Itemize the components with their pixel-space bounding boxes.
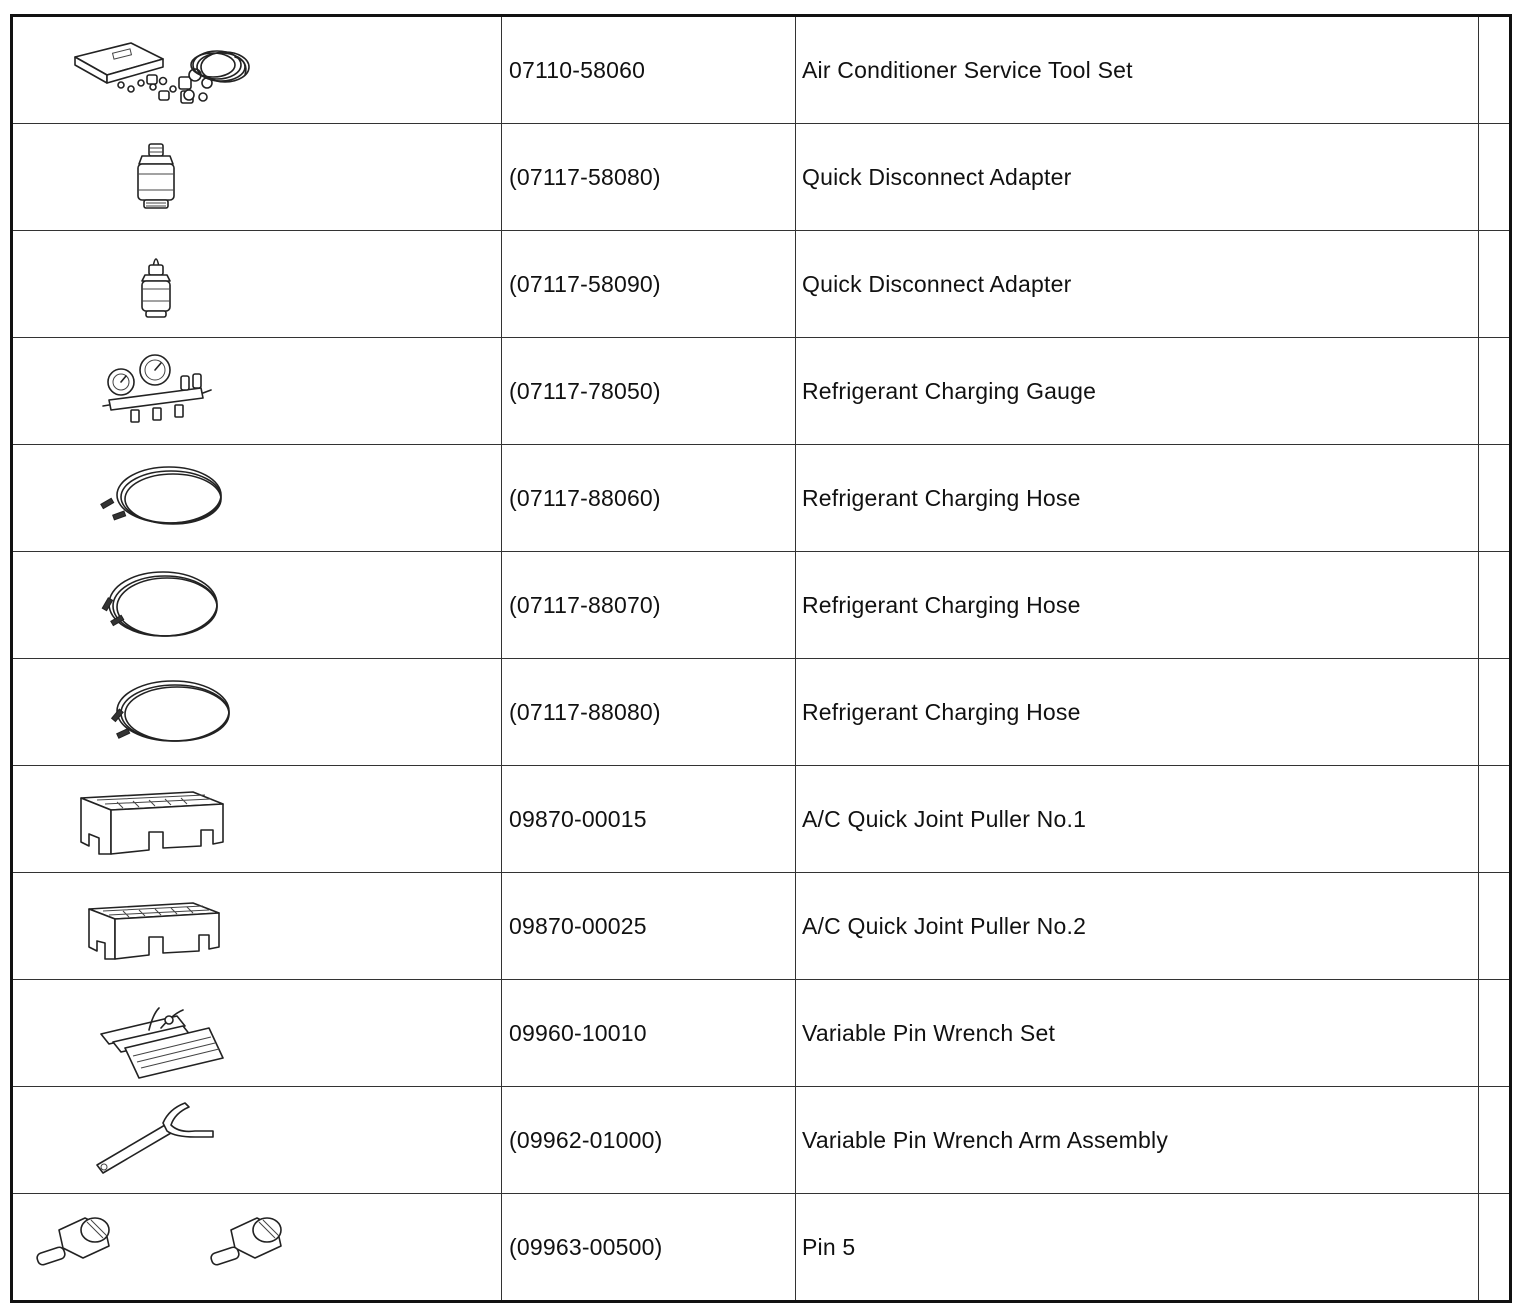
pin-wrench-set-icon: [13, 980, 503, 1086]
tool-name: Refrigerant Charging Hose: [796, 659, 1479, 766]
blank-cell: [1479, 124, 1511, 231]
blank-cell: [1479, 231, 1511, 338]
blank-cell: [1479, 1194, 1511, 1302]
table-row: [12, 338, 1511, 445]
tool-name: A/C Quick Joint Puller No.1: [796, 766, 1479, 873]
part-number: 09960-10010: [502, 980, 796, 1087]
part-number: (09963-00500): [502, 1194, 796, 1302]
blank-cell: [1479, 873, 1511, 980]
quick-joint-puller-icon: [13, 766, 503, 872]
tool-illustration-cell: [12, 231, 502, 338]
tool-name: Refrigerant Charging Gauge: [796, 338, 1479, 445]
tool-name: Pin 5: [796, 1194, 1479, 1302]
tool-illustration-cell: [12, 124, 502, 231]
coiled-hose-icon: [13, 659, 503, 765]
blank-cell: [1479, 338, 1511, 445]
charging-gauge-manifold-icon: [13, 338, 503, 444]
part-number: (07117-58080): [502, 124, 796, 231]
blank-cell: [1479, 445, 1511, 552]
part-number: 09870-00015: [502, 766, 796, 873]
table-row: [12, 766, 1511, 873]
table-row: [12, 445, 1511, 552]
table-row: [12, 659, 1511, 766]
tool-name: A/C Quick Joint Puller No.2: [796, 873, 1479, 980]
part-number: 07110-58060: [502, 16, 796, 124]
tool-illustration-cell: [12, 16, 502, 124]
tool-illustration-cell: [12, 552, 502, 659]
part-number: (07117-88080): [502, 659, 796, 766]
threaded-pin-icon: [13, 1194, 503, 1300]
tool-name: Variable Pin Wrench Arm Assembly: [796, 1087, 1479, 1194]
tool-illustration-cell: [12, 980, 502, 1087]
blank-cell: [1479, 16, 1511, 124]
blank-cell: [1479, 659, 1511, 766]
tool-illustration-cell: [12, 338, 502, 445]
part-number: 09870-00025: [502, 873, 796, 980]
quick-disconnect-adapter-icon: [13, 124, 503, 230]
tool-name: Refrigerant Charging Hose: [796, 445, 1479, 552]
part-number: (07117-88060): [502, 445, 796, 552]
tool-illustration-cell: [12, 766, 502, 873]
tool-name: Refrigerant Charging Hose: [796, 552, 1479, 659]
table-row: [12, 124, 1511, 231]
tool-illustration-cell: [12, 1194, 502, 1302]
tool-name: Quick Disconnect Adapter: [796, 124, 1479, 231]
table-row: [12, 1087, 1511, 1194]
tool-illustration-cell: [12, 659, 502, 766]
tool-set-case-icon: [13, 17, 503, 123]
table-row: [12, 980, 1511, 1087]
blank-cell: [1479, 552, 1511, 659]
tool-illustration-cell: [12, 445, 502, 552]
table-row: [12, 552, 1511, 659]
blank-cell: [1479, 980, 1511, 1087]
blank-cell: [1479, 766, 1511, 873]
tool-illustration-cell: [12, 873, 502, 980]
part-number: (07117-58090): [502, 231, 796, 338]
table-row: [12, 873, 1511, 980]
part-number: (09962-01000): [502, 1087, 796, 1194]
pin-wrench-arm-icon: [13, 1087, 503, 1193]
special-tools-table: [10, 14, 1512, 1303]
part-number: (07117-88070): [502, 552, 796, 659]
tool-name: Air Conditioner Service Tool Set: [796, 16, 1479, 124]
table-row: [12, 1194, 1511, 1302]
tool-illustration-cell: [12, 1087, 502, 1194]
quick-disconnect-adapter-icon: [13, 231, 503, 337]
tool-name: Variable Pin Wrench Set: [796, 980, 1479, 1087]
part-number: (07117-78050): [502, 338, 796, 445]
blank-cell: [1479, 1087, 1511, 1194]
table-row: [12, 16, 1511, 124]
tool-name: Quick Disconnect Adapter: [796, 231, 1479, 338]
coiled-hose-icon: [13, 445, 503, 551]
table-row: [12, 231, 1511, 338]
quick-joint-puller-icon: [13, 873, 503, 979]
coiled-hose-icon: [13, 552, 503, 658]
